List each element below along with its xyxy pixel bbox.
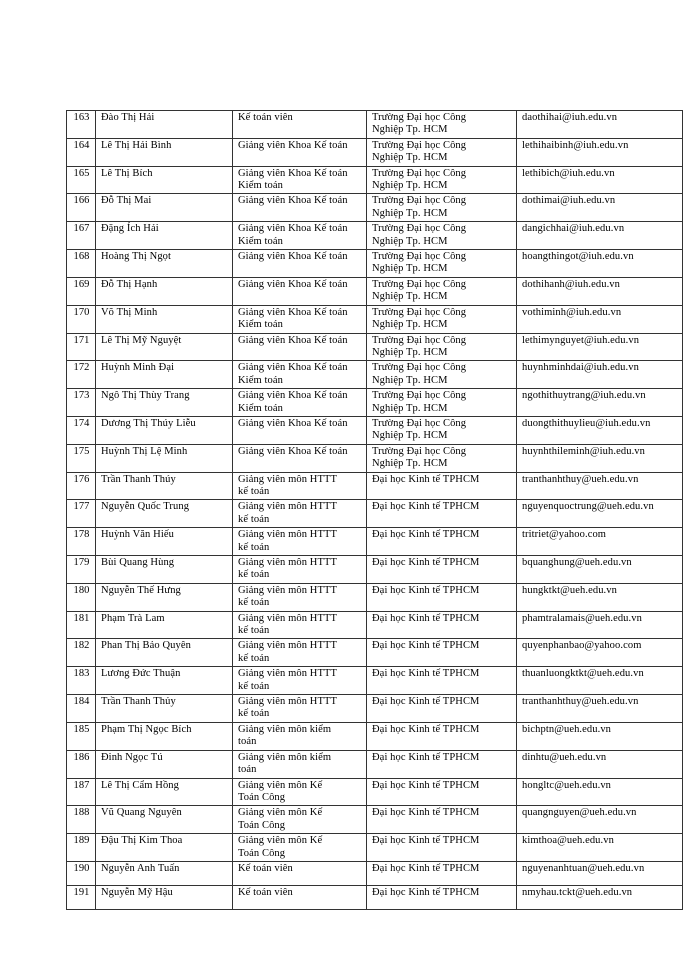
organization-cell-line: Đại học Kinh tế TPHCM (372, 557, 480, 568)
organization-cell (367, 138, 517, 166)
organization-cell (367, 305, 517, 333)
email-cell: quyenphanbao@yahoo.com (517, 639, 683, 667)
email-cell: vothiminh@iuh.edu.vn (517, 305, 683, 333)
organization-cell-line: Nghiệp Tp. HCM (372, 430, 448, 442)
table-row (67, 778, 683, 806)
role-cell-line: Kiểm toán (238, 319, 283, 331)
row-number-cell: 176 (67, 472, 96, 500)
table-row (67, 695, 683, 723)
organization-cell (367, 611, 517, 639)
email-cell: huynhthileminh@iuh.edu.vn (517, 444, 683, 472)
role-cell-line: Kiểm toán (238, 402, 283, 414)
organization-cell-line: Đại học Kinh tế TPHCM (372, 668, 480, 680)
row-number-cell: 173 (67, 389, 96, 417)
person-name-cell: Huỳnh Minh Đại (96, 361, 233, 389)
role-cell-line: kế toán (238, 569, 270, 581)
person-name-cell: Nguyễn Thế Hưng (96, 583, 233, 611)
role-cell-line: Giảng viên Khoa Kế toán (238, 278, 348, 290)
table-row (67, 667, 683, 695)
row-number-cell: 171 (67, 333, 96, 361)
role-cell-line: Giảng viên môn HTTT (238, 696, 338, 708)
role-cell (233, 639, 367, 667)
person-name-cell: Phan Thị Bảo Quyên (96, 639, 233, 667)
person-name-cell: Ngô Thị Thùy Trang (96, 389, 233, 417)
organization-cell-line: Trường Đại học Công (372, 112, 467, 123)
person-name-cell: Trần Thanh Thúy (96, 472, 233, 500)
organization-cell-line: Nghiệp Tp. HCM (372, 124, 448, 136)
organization-cell (367, 277, 517, 305)
person-name-cell: Vũ Quang Nguyên (96, 806, 233, 834)
person-name-cell: Dương Thị Thúy Liễu (96, 416, 233, 444)
organization-cell (367, 166, 517, 194)
role-cell-line: Kiểm toán (238, 180, 283, 192)
table-row (67, 111, 683, 139)
person-name-cell: Huỳnh Thị Lệ Minh (96, 444, 233, 472)
role-cell-line: Giảng viên Khoa Kế toán (238, 167, 348, 179)
organization-cell (367, 885, 517, 909)
role-cell-line: Giảng viên Khoa Kế toán (238, 223, 348, 235)
role-cell-line: Giảng viên Khoa Kế toán (238, 306, 348, 318)
person-name-cell: Lê Thị Cẩm Hồng (96, 778, 233, 806)
person-name-cell: Đinh Ngọc Tú (96, 750, 233, 778)
organization-cell-line: Đại học Kinh tế TPHCM (372, 886, 480, 898)
person-name-cell: Bùi Quang Hùng (96, 556, 233, 584)
email-cell: tranthanhthuy@ueh.edu.vn (517, 695, 683, 723)
organization-cell-line: Nghiệp Tp. HCM (372, 458, 448, 470)
person-name-cell: Võ Thị Minh (96, 305, 233, 333)
role-cell (233, 111, 367, 139)
row-number-cell: 181 (67, 611, 96, 639)
email-cell: dangichhai@iuh.edu.vn (517, 222, 683, 250)
email-cell: nmyhau.tckt@ueh.edu.vn (517, 885, 683, 909)
table-row (67, 361, 683, 389)
organization-cell-line: Đại học Kinh tế TPHCM (372, 529, 480, 541)
person-name-cell: Trần Thanh Thủy (96, 695, 233, 723)
table-row (67, 556, 683, 584)
organization-cell-line: Đại học Kinh tế TPHCM (372, 473, 480, 485)
email-cell: nguyenanhtuan@ueh.edu.vn (517, 861, 683, 885)
person-name-cell: Phạm Thị Ngọc Bích (96, 722, 233, 750)
table-row (67, 611, 683, 639)
person-name-cell: Hoàng Thị Ngọt (96, 250, 233, 278)
role-cell (233, 444, 367, 472)
table-row (67, 389, 683, 417)
role-cell (233, 722, 367, 750)
role-cell (233, 416, 367, 444)
role-cell (233, 834, 367, 862)
organization-cell-line: Đại học Kinh tế TPHCM (372, 612, 480, 624)
organization-cell (367, 556, 517, 584)
organization-cell-line: Trường Đại học Công (372, 278, 467, 290)
organization-cell (367, 778, 517, 806)
organization-cell (367, 639, 517, 667)
email-cell: dinhtu@ueh.edu.vn (517, 750, 683, 778)
person-name-cell: Đặng Ích Hải (96, 222, 233, 250)
organization-cell (367, 722, 517, 750)
table-row (67, 528, 683, 556)
row-number-cell: 189 (67, 834, 96, 862)
organization-cell (367, 416, 517, 444)
person-name-cell: Lê Thị Bích (96, 166, 233, 194)
row-number-cell: 172 (67, 361, 96, 389)
organization-cell (367, 194, 517, 222)
row-number-cell: 187 (67, 778, 96, 806)
organization-cell-line: Nghiệp Tp. HCM (372, 291, 448, 303)
organization-cell (367, 389, 517, 417)
table-row (67, 834, 683, 862)
organization-cell-line: Trường Đại học Công (372, 306, 467, 318)
role-cell-line: Giảng viên môn Kế (238, 779, 323, 791)
role-cell-line: kế toán (238, 541, 270, 553)
email-cell: tritriet@yahoo.com (517, 528, 683, 556)
table-row (67, 806, 683, 834)
organization-cell-line: Nghiệp Tp. HCM (372, 374, 448, 386)
role-cell-line: Giảng viên Khoa Kế toán (238, 445, 348, 457)
organization-cell-line: Trường Đại học Công (372, 167, 467, 179)
organization-cell-line: Nghiệp Tp. HCM (372, 346, 448, 358)
table-row (67, 639, 683, 667)
role-cell-line: Kiểm toán (238, 374, 283, 386)
role-cell (233, 333, 367, 361)
row-number-cell: 182 (67, 639, 96, 667)
role-cell-line: kế toán (238, 680, 270, 692)
role-cell-line: kế toán (238, 625, 270, 637)
role-cell (233, 695, 367, 723)
role-cell (233, 138, 367, 166)
person-name-cell: Nguyễn Mỹ Hậu (96, 885, 233, 909)
role-cell-line: Giảng viên Khoa Kế toán (238, 139, 348, 151)
role-cell (233, 500, 367, 528)
organization-cell (367, 361, 517, 389)
role-cell (233, 389, 367, 417)
email-cell: lethimynguyet@iuh.edu.vn (517, 333, 683, 361)
table-row (67, 194, 683, 222)
email-cell: nguyenquoctrung@ueh.edu.vn (517, 500, 683, 528)
role-cell-line: kế toán (238, 597, 270, 609)
organization-cell-line: Đại học Kinh tế TPHCM (372, 779, 480, 791)
row-number-cell: 183 (67, 667, 96, 695)
organization-cell-line: Nghiệp Tp. HCM (372, 180, 448, 192)
role-cell-line: Kiểm toán (238, 235, 283, 247)
role-cell (233, 472, 367, 500)
organization-cell-line: Trường Đại học Công (372, 445, 467, 457)
email-cell: tranthanhthuy@ueh.edu.vn (517, 472, 683, 500)
person-name-cell: Lương Đức Thuận (96, 667, 233, 695)
role-cell (233, 222, 367, 250)
organization-cell (367, 500, 517, 528)
role-cell (233, 778, 367, 806)
organization-cell (367, 250, 517, 278)
role-cell (233, 583, 367, 611)
role-cell-line: kế toán (238, 708, 270, 720)
role-cell (233, 667, 367, 695)
email-cell: daothihai@iuh.edu.vn (517, 111, 683, 139)
email-cell: bquanghung@ueh.edu.vn (517, 556, 683, 584)
organization-cell (367, 111, 517, 139)
role-cell (233, 611, 367, 639)
row-number-cell: 170 (67, 305, 96, 333)
organization-cell-line: Trường Đại học Công (372, 390, 467, 402)
person-name-cell: Đỗ Thị Mai (96, 194, 233, 222)
person-name-cell: Nguyễn Anh Tuấn (96, 861, 233, 885)
role-cell-line: Giảng viên Khoa Kế toán (238, 334, 348, 346)
organization-cell-line: Trường Đại học Công (372, 362, 467, 374)
organization-cell (367, 444, 517, 472)
role-cell (233, 194, 367, 222)
organization-cell (367, 528, 517, 556)
role-cell-line: Giảng viên Khoa Kế toán (238, 195, 348, 207)
role-cell-line: Giảng viên Khoa Kế toán (238, 417, 348, 429)
role-cell-line: Giảng viên môn HTTT (238, 529, 338, 541)
role-cell-line: Toán Công (238, 791, 286, 803)
organization-cell-line: Nghiệp Tp. HCM (372, 263, 448, 275)
role-cell-line: toán (238, 764, 257, 776)
email-cell: lethihaibinh@iuh.edu.vn (517, 138, 683, 166)
table-row (67, 885, 683, 909)
row-number-cell: 178 (67, 528, 96, 556)
role-cell-line: Giảng viên môn HTTT (238, 473, 338, 485)
organization-cell (367, 695, 517, 723)
email-cell: thuanluongktkt@ueh.edu.vn (517, 667, 683, 695)
table-row (67, 750, 683, 778)
email-cell: ngothithuytrang@iuh.edu.vn (517, 389, 683, 417)
role-cell (233, 885, 367, 909)
table-row (67, 500, 683, 528)
email-cell: hongltc@ueh.edu.vn (517, 778, 683, 806)
row-number-cell: 174 (67, 416, 96, 444)
table-row (67, 166, 683, 194)
role-cell-line: Giảng viên môn Kế (238, 807, 323, 819)
person-name-cell: Đỗ Thị Hạnh (96, 277, 233, 305)
email-cell: phamtralamais@ueh.edu.vn (517, 611, 683, 639)
table-row (67, 250, 683, 278)
roster-table-body (67, 111, 683, 910)
organization-cell-line: Đại học Kinh tế TPHCM (372, 807, 480, 819)
table-row (67, 333, 683, 361)
row-number-cell: 185 (67, 722, 96, 750)
table-row (67, 472, 683, 500)
role-cell-line: Giảng viên môn HTTT (238, 668, 338, 680)
table-row (67, 444, 683, 472)
role-cell-line: Giảng viên môn Kế (238, 835, 323, 847)
role-cell-line: Giảng viên môn kiểm (238, 723, 332, 735)
organization-cell-line: Đại học Kinh tế TPHCM (372, 723, 480, 735)
row-number-cell: 190 (67, 861, 96, 885)
role-cell-line: kế toán (238, 513, 270, 525)
row-number-cell: 166 (67, 194, 96, 222)
email-cell: hungktkt@ueh.edu.vn (517, 583, 683, 611)
role-cell-line: Kế toán viên (238, 862, 293, 874)
organization-cell (367, 472, 517, 500)
organization-cell-line: Nghiệp Tp. HCM (372, 207, 448, 219)
email-cell: quangnguyen@ueh.edu.vn (517, 806, 683, 834)
organization-cell-line: Nghiệp Tp. HCM (372, 152, 448, 164)
organization-cell-line: Đại học Kinh tế TPHCM (372, 835, 480, 847)
row-number-cell: 175 (67, 444, 96, 472)
role-cell-line: Giảng viên môn HTTT (238, 640, 338, 652)
table-row (67, 722, 683, 750)
row-number-cell: 163 (67, 111, 96, 139)
organization-cell-line: Nghiệp Tp. HCM (372, 402, 448, 414)
email-cell: bichptn@ueh.edu.vn (517, 722, 683, 750)
row-number-cell: 167 (67, 222, 96, 250)
email-cell: dothimai@iuh.edu.vn (517, 194, 683, 222)
role-cell (233, 861, 367, 885)
table-row (67, 583, 683, 611)
person-name-cell: Huỳnh Văn Hiếu (96, 528, 233, 556)
organization-cell-line: Trường Đại học Công (372, 251, 467, 263)
organization-cell-line: Đại học Kinh tế TPHCM (372, 862, 480, 874)
row-number-cell: 179 (67, 556, 96, 584)
role-cell-line: Giảng viên môn HTTT (238, 584, 338, 596)
organization-cell-line: Trường Đại học Công (372, 223, 467, 235)
organization-cell-line: Đại học Kinh tế TPHCM (372, 584, 480, 596)
organization-cell (367, 333, 517, 361)
role-cell-line: Giảng viên môn HTTT (238, 557, 338, 568)
role-cell-line: toán (238, 736, 257, 748)
table-row (67, 138, 683, 166)
organization-cell (367, 667, 517, 695)
row-number-cell: 165 (67, 166, 96, 194)
organization-cell-line: Trường Đại học Công (372, 417, 467, 429)
role-cell-line: Giảng viên Khoa Kế toán (238, 251, 348, 263)
organization-cell (367, 834, 517, 862)
role-cell-line: kế toán (238, 485, 270, 497)
row-number-cell: 184 (67, 695, 96, 723)
role-cell (233, 277, 367, 305)
organization-cell-line: Đại học Kinh tế TPHCM (372, 501, 480, 513)
email-cell: duongthithuylieu@iuh.edu.vn (517, 416, 683, 444)
role-cell-line: Giảng viên môn HTTT (238, 501, 338, 513)
row-number-cell: 164 (67, 138, 96, 166)
email-cell: lethibich@iuh.edu.vn (517, 166, 683, 194)
row-number-cell: 169 (67, 277, 96, 305)
row-number-cell: 177 (67, 500, 96, 528)
table-row (67, 222, 683, 250)
role-cell (233, 166, 367, 194)
table-row (67, 861, 683, 885)
role-cell (233, 250, 367, 278)
roster-table (66, 110, 683, 910)
role-cell-line: Kế toán viên (238, 886, 293, 898)
role-cell-line: Giảng viên môn kiểm (238, 751, 332, 763)
role-cell-line: Giảng viên Khoa Kế toán (238, 362, 348, 374)
role-cell-line: Kế toán viên (238, 112, 293, 123)
table-row (67, 416, 683, 444)
role-cell-line: Giảng viên Khoa Kế toán (238, 390, 348, 402)
person-name-cell: Đậu Thị Kim Thoa (96, 834, 233, 862)
person-name-cell: Phạm Trà Lam (96, 611, 233, 639)
organization-cell (367, 583, 517, 611)
role-cell-line: Giảng viên môn HTTT (238, 612, 338, 624)
role-cell-line: Toán Công (238, 819, 286, 831)
organization-cell (367, 806, 517, 834)
organization-cell-line: Đại học Kinh tế TPHCM (372, 640, 480, 652)
role-cell (233, 556, 367, 584)
role-cell-line: Toán Công (238, 847, 286, 859)
organization-cell-line: Nghiệp Tp. HCM (372, 319, 448, 331)
role-cell (233, 806, 367, 834)
person-name-cell: Lê Thị Mỹ Nguyệt (96, 333, 233, 361)
organization-cell-line: Nghiệp Tp. HCM (372, 235, 448, 247)
person-name-cell: Lê Thị Hải Bình (96, 138, 233, 166)
organization-cell-line: Đại học Kinh tế TPHCM (372, 751, 480, 763)
row-number-cell: 186 (67, 750, 96, 778)
email-cell: kimthoa@ueh.edu.vn (517, 834, 683, 862)
email-cell: huynhminhdai@iuh.edu.vn (517, 361, 683, 389)
row-number-cell: 191 (67, 885, 96, 909)
organization-cell (367, 861, 517, 885)
role-cell (233, 305, 367, 333)
organization-cell-line: Đại học Kinh tế TPHCM (372, 696, 480, 708)
email-cell: hoangthingot@iuh.edu.vn (517, 250, 683, 278)
table-row (67, 305, 683, 333)
organization-cell (367, 222, 517, 250)
role-cell (233, 361, 367, 389)
row-number-cell: 188 (67, 806, 96, 834)
email-cell: dothihanh@iuh.edu.vn (517, 277, 683, 305)
organization-cell-line: Trường Đại học Công (372, 195, 467, 207)
role-cell (233, 528, 367, 556)
row-number-cell: 168 (67, 250, 96, 278)
row-number-cell: 180 (67, 583, 96, 611)
person-name-cell: Đào Thị Hải (96, 111, 233, 139)
role-cell (233, 750, 367, 778)
person-name-cell: Nguyễn Quốc Trung (96, 500, 233, 528)
role-cell-line: kế toán (238, 652, 270, 664)
table-row (67, 277, 683, 305)
organization-cell (367, 750, 517, 778)
roster-table-container (66, 110, 682, 910)
organization-cell-line: Trường Đại học Công (372, 139, 467, 151)
organization-cell-line: Trường Đại học Công (372, 334, 467, 346)
